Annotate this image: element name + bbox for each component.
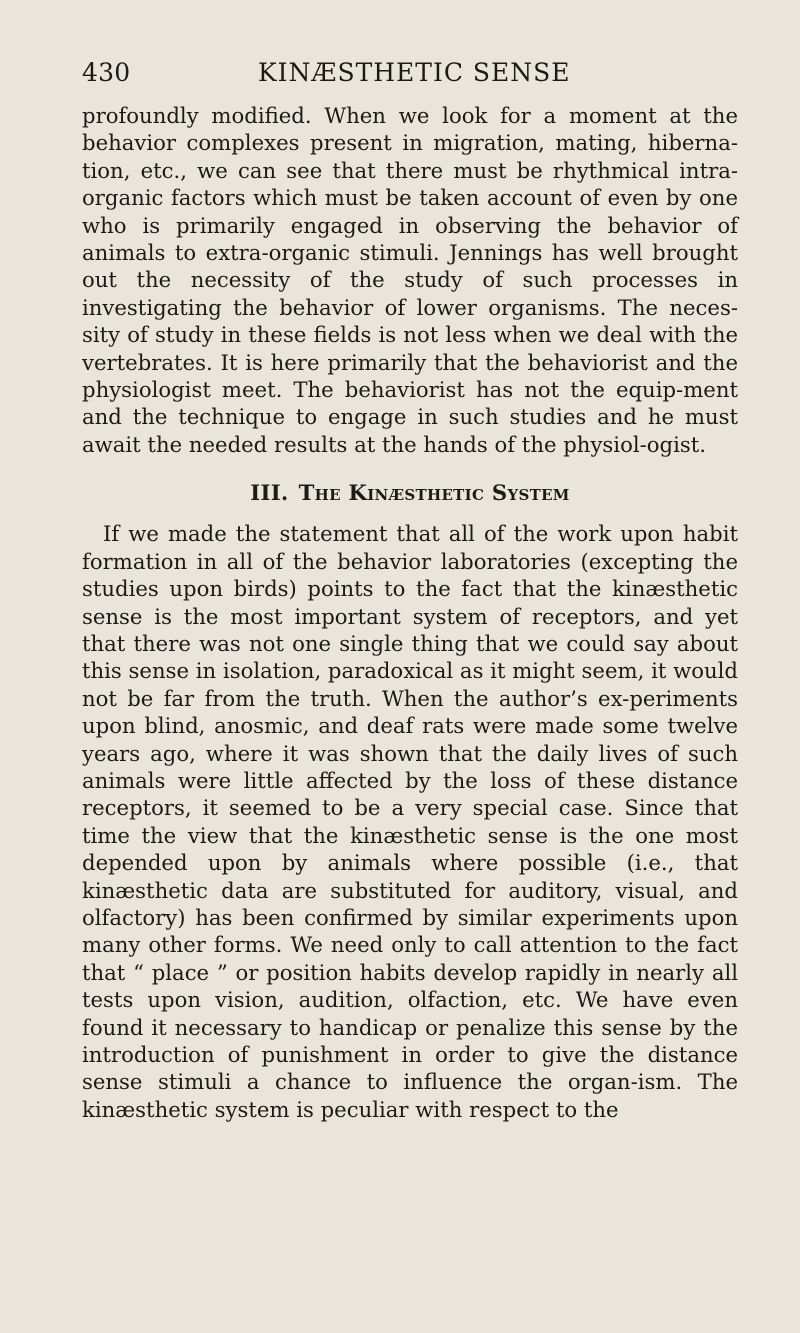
- running-head: [82, 58, 738, 102]
- body-text: [82, 102, 738, 1123]
- page-number: 430: [82, 58, 131, 87]
- paragraph-section-body: If we made the statement that all of the work upon habit formation in all of the behavior laboratories (excepting the studies upon birds) points to the fact that the kinæsthetic sense is the most important system of receptors, and yet that there was not one single thing that we could say about this sense in isolation, paradoxical as it might seem, it would not be far from the truth. When the author’s ex-periments upon blind, anosmic, and deaf rats were made some twelve years ago, where it was shown that the daily lives of such animals were little affected by the loss of these distance receptors, it seemed to be a very special case. Since that time the view that the kinæsthetic sense is the one most depended upon by animals where possible (i.e., that kinæsthetic data are substituted for auditory, visual, and olfactory) has been confirmed by similar experiments upon many other forms. We need only to call attention to the fact that “ place ” or position habits develop rapidly in nearly all tests upon vision, audition, olfaction, etc. We have even found it necessary to handicap or penalize this sense by the introduction of punishment in order to give the distance sense stimuli a chance to influence the organ-ism. The kinæsthetic system is peculiar with respect to the: [82, 521, 738, 1122]
- paragraph-continuation: profoundly modified. When we look for a moment at the behavior complexes present in migration, mating, hiberna-tion, etc., we can see that there must be rhythmical intra-organic factors which must be taken account of even by one who is primarily engaged in observing the behavior of animals to extra-organic stimuli. Jennings has well brought out the necessity of the study of such processes in investigating the behavior of lower organisms. The neces-sity of study in these fields is not less when we deal with the vertebrates. It is here primarily that the behaviorist and the physiologist meet. The behaviorist has not the equip-ment and the technique to engage in such studies and he must await the needed results at the hands of the physiol-ogist.: [82, 103, 738, 457]
- section-numeral: III.: [250, 480, 289, 506]
- section-title: The Kinæsthetic System: [298, 480, 570, 506]
- section-heading: [82, 480, 738, 506]
- running-title: KINÆSTHETIC SENSE: [258, 58, 571, 87]
